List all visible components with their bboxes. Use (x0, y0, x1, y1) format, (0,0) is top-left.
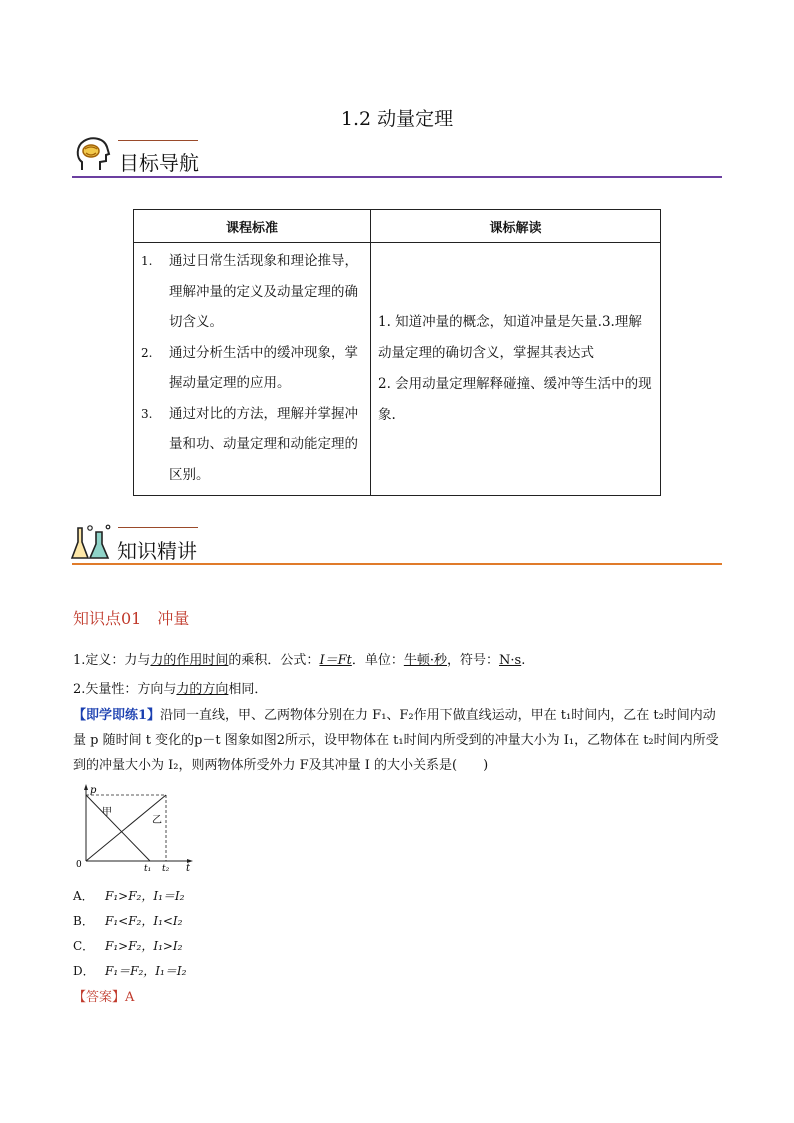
item-number: 3. (141, 406, 153, 421)
curriculum-table (133, 209, 661, 496)
table-header-row (134, 210, 661, 243)
standards-list (135, 244, 369, 492)
item-text: 通过分析生活中的缓冲现象，掌握动量定理的应用。 (169, 344, 358, 391)
option-label: D． (73, 964, 95, 978)
option-d (73, 962, 186, 979)
table-cell-standards (134, 243, 371, 496)
unit: 牛顿·秒 (403, 653, 447, 668)
interpretation-line: 1. 知道冲量的概念，知道冲量是矢量.3.理解动量定理的确切含义，掌握其表达式 (378, 314, 642, 361)
lab-flask-icon (70, 522, 114, 562)
list-item (141, 399, 361, 491)
item-number: 2. (141, 345, 153, 360)
text: 1.定义：力与 (73, 653, 151, 668)
label-jia: 甲 (102, 807, 112, 818)
t1-label: t₁ (144, 864, 152, 873)
symbol: N·s (499, 653, 522, 668)
knowledge-point-number: 知识点01 (73, 609, 142, 628)
section-divider (72, 176, 722, 178)
list-item (141, 246, 361, 338)
underlined-term: 力的作用时间 (150, 653, 229, 668)
knowledge-point-title (73, 606, 205, 629)
interpretation-line: 2. 会用动量定理解释碰撞、缓冲等生活中的现象. (378, 376, 652, 423)
option-label: C． (73, 939, 95, 953)
option-label: A． (73, 889, 94, 903)
brain-head-icon (74, 136, 114, 174)
text: ．单位： (351, 653, 404, 668)
y-axis-label: p (90, 785, 97, 796)
exercise-tag: 【即学即练1】 (73, 708, 161, 723)
vector-paragraph (73, 680, 723, 700)
label-yi: 乙 (152, 815, 162, 826)
option-c (73, 937, 183, 954)
origin-label: 0 (76, 860, 82, 870)
option-b (73, 912, 183, 929)
option-text: F₁<F₂，I₁<I₂ (105, 914, 183, 928)
knowledge-point-name: 冲量 (157, 609, 190, 628)
option-a (73, 887, 184, 904)
list-item (141, 338, 361, 399)
section-title: 知识精讲 (117, 539, 197, 563)
x-axis-label: t (186, 863, 191, 873)
t2-label: t₂ (162, 864, 170, 873)
definition-paragraph (73, 651, 723, 671)
table-header: 课标解读 (371, 210, 661, 243)
option-text: F₁>F₂，I₁＝I₂ (105, 889, 185, 903)
table-header: 课程标准 (134, 210, 371, 243)
item-text: 通过对比的方法，理解并掌握冲量和功、动量定理和动能定理的区别。 (169, 405, 358, 483)
underlined-term: 力的方向 (176, 682, 229, 697)
text: . (521, 653, 526, 668)
option-text: F₁＝F₂，I₁＝I₂ (105, 964, 187, 978)
option-label: B． (73, 914, 94, 928)
formula: I＝Ft (319, 653, 352, 668)
item-text: 通过日常生活现象和理论推导，理解冲量的定义及动量定理的确切含义。 (169, 253, 358, 330)
line-jia (86, 795, 150, 861)
text: 2.矢量性：方向与 (73, 682, 177, 697)
table-cell-interpretation (371, 243, 661, 496)
section-title: 目标导航 (119, 151, 199, 175)
text: 相同． (228, 682, 268, 697)
answer: 【答案】A (73, 990, 135, 1005)
option-text: F₁>F₂，I₁>I₂ (105, 939, 183, 953)
text: 的乘积．公式： (228, 653, 320, 668)
line-yi (86, 795, 166, 861)
page-title: 1.2 动量定理 (340, 108, 454, 130)
item-number: 1. (141, 254, 153, 268)
section-top-rule (118, 527, 198, 528)
table-row (134, 243, 661, 496)
section-divider (72, 563, 722, 565)
section-top-rule (118, 140, 198, 141)
text: ，符号： (446, 653, 499, 668)
pt-graph-figure (72, 783, 197, 873)
exercise-paragraph (73, 703, 723, 778)
exercise-text: 沿同一直线，甲、乙两物体分别在力 F₁、F₂作用下做直线运动，甲在 t₁时间内，乙在 t₂时间内动量 p 随时间 t 变化的p－t 图象如图2所示，设甲物体在 t₁时间内所受到的冲量大小为 I₁，乙物体在 t₂时间内所受到的冲量大小为 I₂，则两物体所受外力 F及其冲量 I 的大小关系是( ) (73, 708, 719, 773)
